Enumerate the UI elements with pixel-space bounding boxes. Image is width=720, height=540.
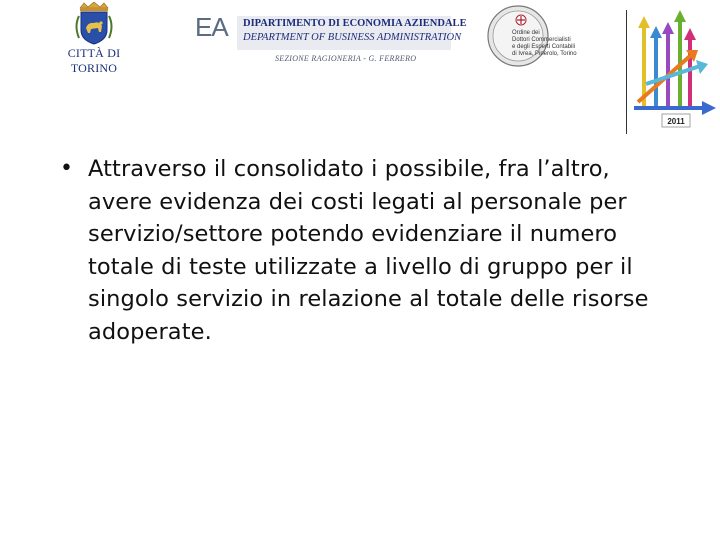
ea-line1: DIPARTIMENTO DI ECONOMIA AZIENDALE [243, 18, 467, 29]
citta-di-torino-logo [44, 2, 144, 75]
badge-year: 2011 [667, 117, 685, 126]
odcec-text: Ordine dei Dottori Commercialisti e degli Esperti Contabili di Ivrea, Pinerolo, Torino [512, 30, 577, 57]
arrows-2011-icon [630, 6, 720, 131]
slide-content [60, 153, 660, 348]
odcec-logo [486, 4, 606, 68]
ea-line2: DEPARTMENT OF BUSINESS ADMINISTRATION [243, 32, 462, 43]
ea-department-logo [195, 12, 467, 70]
torino-caption: CITTÀ DI TORINO [67, 46, 121, 75]
torino-crest-icon [44, 2, 144, 46]
bullet-item [60, 153, 660, 348]
ea-mark: EA [195, 12, 228, 42]
bullet-text: Attraverso il consolidato i possibile, fra l’altro, avere evidenza dei costi legati al personale per servizio/settore potendo evidenziare il numero totale di teste utilizzate a livello di gruppo per il singolo servizio in relazione al totale delle risorse adoperate. [88, 156, 649, 345]
bullet-icon: • [60, 156, 74, 181]
ea-subline: SEZIONE RAGIONERIA - G. FERRERO [275, 54, 417, 63]
header-divider [626, 10, 627, 134]
logo-2011-badge [630, 6, 720, 131]
